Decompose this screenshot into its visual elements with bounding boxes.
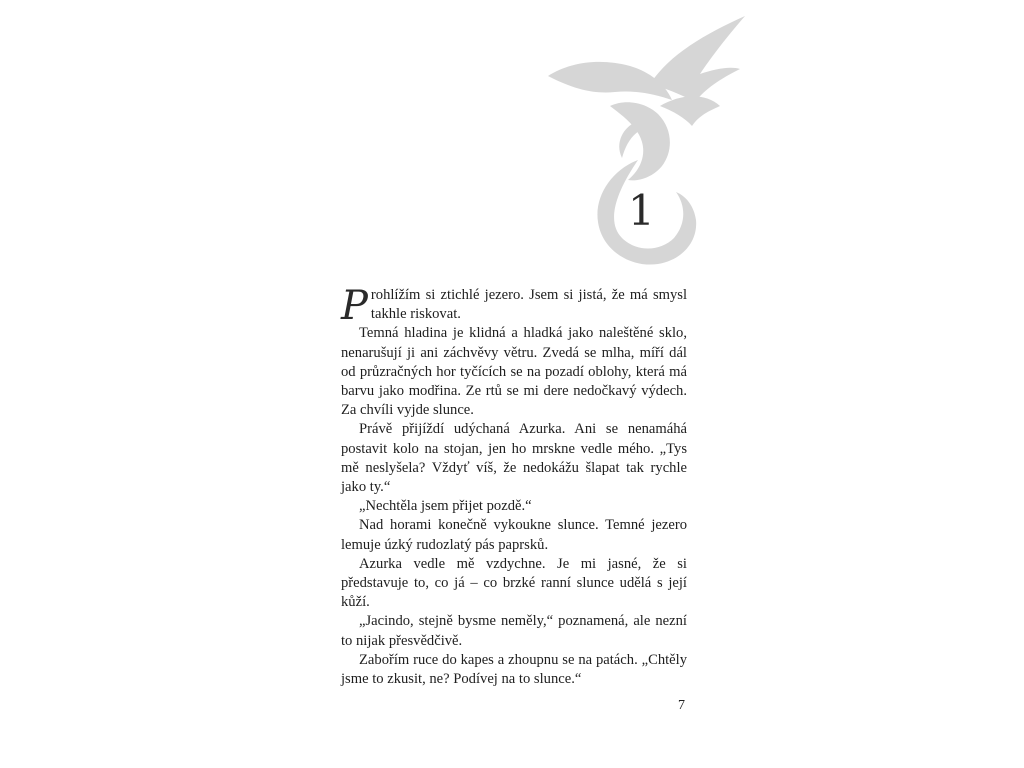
page-number: 7 bbox=[678, 698, 685, 713]
dragon-ornament-icon bbox=[540, 14, 750, 274]
paragraph: „Nechtěla jsem přijet pozdě.“ bbox=[359, 498, 532, 515]
paragraph: Nad horami konečně vykoukne slunce. Temné jezero lemuje úzký rudozlatý pás paprsků. bbox=[341, 517, 687, 553]
paragraph: „Jacindo, stejně bysme neměly,“ poznamená, ale nezní to nijak přesvědčivě. bbox=[341, 613, 687, 649]
paragraph bbox=[341, 283, 687, 329]
paragraph: Temná hladina je klidná a hladká jako naleštěné sklo, nenarušují ji ani záchvěvy větru. Zvedá se mlha, míří dál od průzračných hor tyčících se na pozadí oblohy, která má barvu jako modřina. Ze rtů se mi dere nedočkavý výdech. Za chvíli vyjde slunce. bbox=[341, 325, 687, 419]
paragraph: Zabořím ruce do kapes a zhoupnu se na patách. „Chtěly jsme to zkusit, ne? Podívej na to slunce.“ bbox=[341, 651, 687, 688]
paragraph: Azurka vedle mě vzdychne. Je mi jasné, že si představuje to, co já – co brzké ranní slunce udělá s její kůží. bbox=[341, 555, 687, 611]
chapter-number: 1 bbox=[628, 186, 655, 235]
paragraph-text: rohlížím si ztichlé jezero. Jsem si jistá, že má smysl takhle riskovat. bbox=[370, 287, 687, 323]
paragraph: Právě přijíždí udýchaná Azurka. Ani se nenamáhá postavit kolo na stojan, jen ho mrskne vedle mého. „Tys mě neslyšela? Vždyť víš, že nedokážu šlapat tak rychle jako ty.“ bbox=[341, 421, 687, 496]
chapter-text bbox=[341, 283, 687, 689]
drop-cap: P bbox=[341, 283, 368, 329]
